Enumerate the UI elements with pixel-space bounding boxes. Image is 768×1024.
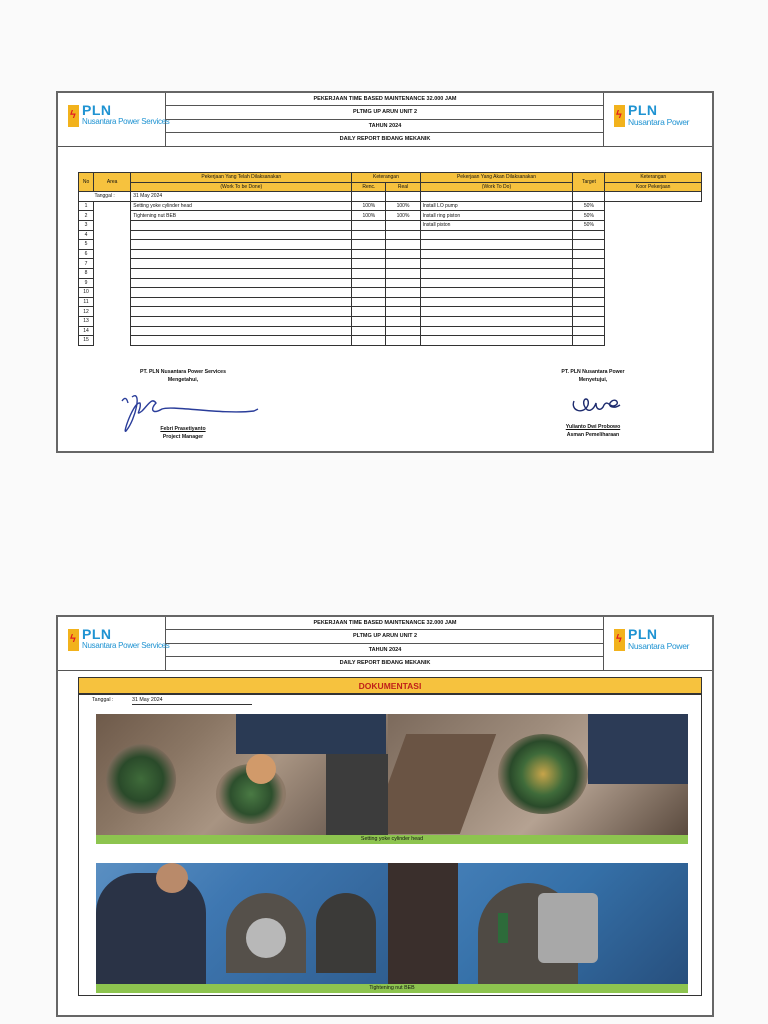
cell-area xyxy=(94,201,131,211)
cell-renc xyxy=(352,326,386,336)
sig-company: PT. PLN Nusantara Power xyxy=(561,369,625,375)
cell-todo xyxy=(420,297,573,307)
cell-real xyxy=(386,249,420,259)
pln-nps-logo xyxy=(58,93,170,146)
cell-real: 100% xyxy=(386,211,420,221)
cell-real xyxy=(386,230,420,240)
cell-renc xyxy=(352,316,386,326)
cell-area xyxy=(94,316,131,326)
cell-renc xyxy=(352,259,386,269)
header-titles xyxy=(166,93,604,146)
sig-action: Menyetujui, xyxy=(578,377,608,383)
cell-area xyxy=(94,307,131,317)
cell-done xyxy=(131,316,352,326)
tanggal-label: Tanggal : xyxy=(79,192,131,202)
cell-renc xyxy=(352,220,386,230)
table-row xyxy=(79,259,702,269)
cell-target xyxy=(573,268,605,278)
photo-setting-yoke-1 xyxy=(96,714,388,835)
cell-renc xyxy=(352,278,386,288)
header-title: PEKERJAAN TIME BASED MAINTENANCE 32.000 JAM xyxy=(166,617,604,630)
col-renc: Renc. xyxy=(352,182,386,192)
col-real: Real xyxy=(386,182,420,192)
cell-no: 11 xyxy=(79,297,94,307)
col-keterangan2: Keterangan xyxy=(605,173,702,183)
header-report: DAILY REPORT BIDANG MEKANIK xyxy=(339,659,431,666)
cell-renc xyxy=(352,268,386,278)
pln-nps-logo xyxy=(58,617,170,670)
table-row xyxy=(79,230,702,240)
caption-tightening-nut: Tightening nut BEB xyxy=(96,984,688,993)
cell-no: 9 xyxy=(79,278,94,288)
cell-target xyxy=(573,297,605,307)
table-row xyxy=(79,211,702,221)
col-keterangan: Keterangan xyxy=(352,173,420,183)
cell-real xyxy=(386,259,420,269)
cell-no: 6 xyxy=(79,249,94,259)
cell-real xyxy=(386,240,420,250)
dokumentasi-title: DOKUMENTASI xyxy=(78,677,702,694)
cell-todo: Install LO pump xyxy=(420,201,573,211)
cell-todo xyxy=(420,230,573,240)
logo-name: PLN xyxy=(82,102,112,118)
cell-real xyxy=(386,307,420,317)
cell-real xyxy=(386,336,420,346)
cell-no: 7 xyxy=(79,259,94,269)
cell-todo xyxy=(420,249,573,259)
cell-area xyxy=(94,211,131,221)
cell-done xyxy=(131,288,352,298)
cell-done xyxy=(131,326,352,336)
cell-target: 50% xyxy=(573,201,605,211)
tanggal-row xyxy=(79,192,702,202)
cell-area xyxy=(94,268,131,278)
cell-no: 13 xyxy=(79,316,94,326)
cell-target: 50% xyxy=(573,220,605,230)
cell-area xyxy=(94,288,131,298)
signature-right-scribble xyxy=(568,391,628,421)
documentation-page xyxy=(56,615,714,1017)
cell-real: 100% xyxy=(386,201,420,211)
lightning-icon: ϟ xyxy=(68,629,79,651)
cell-todo xyxy=(420,336,573,346)
cell-todo xyxy=(420,288,573,298)
cell-renc xyxy=(352,230,386,240)
cell-target: 50% xyxy=(573,211,605,221)
table-row xyxy=(79,220,702,230)
cell-area xyxy=(94,249,131,259)
col-koor: Koor Pekerjaan xyxy=(605,182,702,192)
header-plant: PLTMG UP ARUN UNIT 2 xyxy=(166,630,604,643)
daily-report-page xyxy=(56,91,714,453)
koor-cell xyxy=(605,192,702,202)
cell-target xyxy=(573,288,605,298)
cell-real xyxy=(386,278,420,288)
cell-todo: Install ring piston xyxy=(420,211,573,221)
logo-sub: Nusantara Power Services xyxy=(82,117,170,126)
cell-todo xyxy=(420,316,573,326)
table-row xyxy=(79,336,702,346)
cell-todo xyxy=(420,307,573,317)
col-no: No xyxy=(79,173,94,192)
pln-np-logo xyxy=(603,617,712,670)
photo-setting-yoke-2 xyxy=(388,714,688,835)
logo-sub: Nusantara Power xyxy=(628,117,690,127)
cell-no: 14 xyxy=(79,326,94,336)
lightning-icon: ϟ xyxy=(614,629,625,651)
logo-name: PLN xyxy=(82,626,112,642)
cell-area xyxy=(94,278,131,288)
header-plant: PLTMG UP ARUN UNIT 2 xyxy=(166,106,604,119)
signature-right xyxy=(528,368,658,384)
col-area: Area xyxy=(94,173,131,192)
cell-done xyxy=(131,336,352,346)
dok-tanggal-value: 31 May 2024 xyxy=(132,697,163,703)
logo-sub: Nusantara Power Services xyxy=(82,641,170,650)
cell-done: Setting yoke cylinder head xyxy=(131,201,352,211)
signature-left xyxy=(118,368,248,384)
cell-done xyxy=(131,268,352,278)
table-row xyxy=(79,316,702,326)
sig-title: Project Manager xyxy=(162,434,204,440)
cell-renc xyxy=(352,240,386,250)
cell-todo: Install piston xyxy=(420,220,573,230)
sig-action: Mengetahui, xyxy=(167,377,199,383)
cell-done: Tightening nut BEB xyxy=(131,211,352,221)
cell-no: 8 xyxy=(79,268,94,278)
table-row xyxy=(79,249,702,259)
cell-done xyxy=(131,220,352,230)
cell-todo xyxy=(420,240,573,250)
cell-area xyxy=(94,259,131,269)
logo-name: PLN xyxy=(628,102,658,118)
cell-real xyxy=(386,326,420,336)
report-header xyxy=(58,617,712,671)
cell-area xyxy=(94,230,131,240)
cell-area xyxy=(94,326,131,336)
table-row xyxy=(79,268,702,278)
cell-target xyxy=(573,326,605,336)
cell-real xyxy=(386,316,420,326)
col-done-en: (Work To be Done) xyxy=(131,182,352,192)
caption-setting-yoke: Setting yoke cylinder head xyxy=(96,835,688,844)
sig-company: PT. PLN Nusantara Power Services xyxy=(140,369,226,375)
header-year: TAHUN 2024 xyxy=(166,644,604,657)
cell-no: 2 xyxy=(79,211,94,221)
cell-target xyxy=(573,259,605,269)
col-todo: Pekerjaan Yang Akan Dilaksanakan xyxy=(420,173,573,183)
cell-done xyxy=(131,249,352,259)
cell-todo xyxy=(420,268,573,278)
table-row xyxy=(79,240,702,250)
cell-real xyxy=(386,268,420,278)
cell-renc xyxy=(352,297,386,307)
cell-target xyxy=(573,240,605,250)
cell-renc xyxy=(352,336,386,346)
cell-no: 12 xyxy=(79,307,94,317)
photo-tightening-nut-2 xyxy=(388,863,688,984)
header-year: TAHUN 2024 xyxy=(166,120,604,133)
sig-title: Asman Pemeliharaan xyxy=(566,432,620,438)
dok-tanggal-label: Tanggal : xyxy=(92,697,114,703)
cell-real xyxy=(386,220,420,230)
cell-no: 10 xyxy=(79,288,94,298)
cell-target xyxy=(573,307,605,317)
lightning-icon: ϟ xyxy=(614,105,625,127)
table-row xyxy=(79,297,702,307)
cell-done xyxy=(131,297,352,307)
cell-target xyxy=(573,316,605,326)
cell-renc xyxy=(352,307,386,317)
table-row xyxy=(79,201,702,211)
sig-name: Yulianto Dwi Probowo xyxy=(565,424,621,430)
cell-area xyxy=(94,220,131,230)
cell-renc: 100% xyxy=(352,211,386,221)
lightning-icon: ϟ xyxy=(68,105,79,127)
col-target: Target xyxy=(573,173,605,192)
cell-area xyxy=(94,297,131,307)
cell-no: 3 xyxy=(79,220,94,230)
cell-todo xyxy=(420,278,573,288)
cell-target xyxy=(573,249,605,259)
cell-done xyxy=(131,230,352,240)
col-todo-en: (Work To Do) xyxy=(420,182,573,192)
cell-target xyxy=(573,336,605,346)
cell-no: 4 xyxy=(79,230,94,240)
table-row xyxy=(79,307,702,317)
header-report: DAILY REPORT BIDANG MEKANIK xyxy=(339,135,431,142)
cell-area xyxy=(94,336,131,346)
cell-target xyxy=(573,230,605,240)
cell-no: 15 xyxy=(79,336,94,346)
header-title: PEKERJAAN TIME BASED MAINTENANCE 32.000 JAM xyxy=(166,93,604,106)
tanggal-value: 31 May 2024 xyxy=(131,192,352,202)
signature-left-name xyxy=(118,425,248,441)
cell-real xyxy=(386,288,420,298)
sig-name: Febri Prasetiyanto xyxy=(160,426,206,432)
cell-area xyxy=(94,240,131,250)
cell-done xyxy=(131,240,352,250)
cell-no: 1 xyxy=(79,201,94,211)
cell-renc: 100% xyxy=(352,201,386,211)
logo-sub: Nusantara Power xyxy=(628,641,690,651)
work-table xyxy=(78,172,702,346)
table-row xyxy=(79,278,702,288)
table-row xyxy=(79,326,702,336)
cell-no: 5 xyxy=(79,240,94,250)
report-header xyxy=(58,93,712,147)
logo-name: PLN xyxy=(628,626,658,642)
photo-tightening-nut-1 xyxy=(96,863,388,984)
table-row xyxy=(79,288,702,298)
cell-target xyxy=(573,278,605,288)
cell-real xyxy=(386,297,420,307)
cell-done xyxy=(131,259,352,269)
cell-renc xyxy=(352,288,386,298)
cell-todo xyxy=(420,259,573,269)
header-titles xyxy=(166,617,604,670)
cell-todo xyxy=(420,326,573,336)
col-done: Pekerjaan Yang Telah Dilaksanakan xyxy=(131,173,352,183)
signature-right-name xyxy=(528,423,658,439)
cell-done xyxy=(131,307,352,317)
cell-done xyxy=(131,278,352,288)
cell-renc xyxy=(352,249,386,259)
pln-np-logo xyxy=(603,93,712,146)
